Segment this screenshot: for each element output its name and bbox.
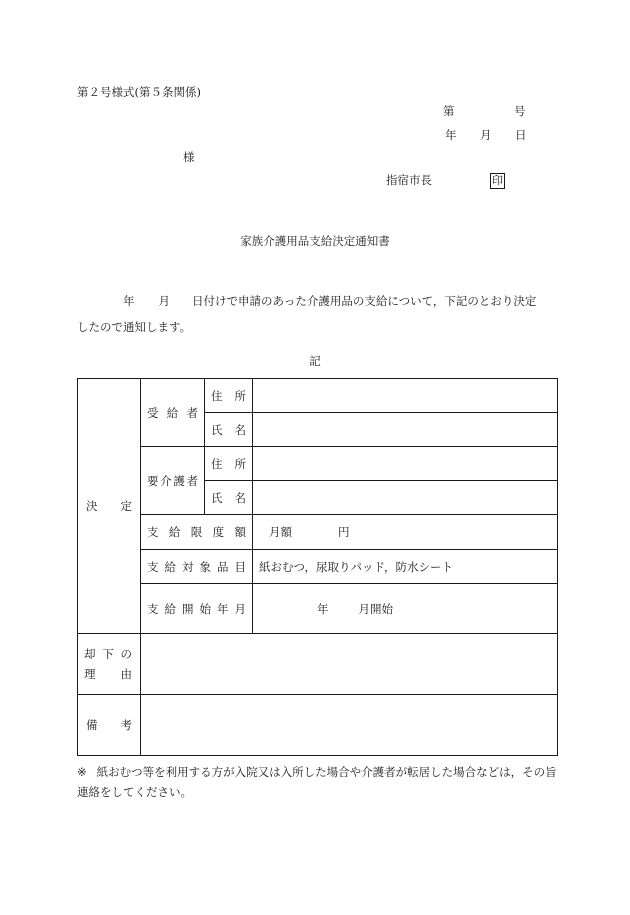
body-year: 年 — [123, 294, 135, 308]
recipient-label-cell: 受 給 者 — [141, 379, 205, 447]
care-receiver-label-cell — [141, 447, 205, 515]
document-title: 家族介護用品支給決定通知書 — [240, 234, 390, 248]
recipient-address-field[interactable] — [253, 379, 558, 413]
decision-label-char-1: 決 — [86, 499, 98, 513]
body-month: 月 — [158, 294, 170, 308]
limit-amount-value[interactable] — [253, 515, 558, 550]
care-receiver-address-label: 住 所 — [205, 447, 253, 481]
document-number-suffix: 号 — [514, 104, 526, 118]
start-date-value[interactable] — [253, 584, 558, 634]
recipient-name-field[interactable] — [253, 413, 558, 447]
rejection-reason-label: 却 下 の 理 由 — [78, 634, 141, 695]
decision-label-cell — [78, 379, 141, 634]
seal-mark: 印 — [492, 174, 503, 187]
rejection-reason-field[interactable] — [141, 634, 558, 695]
footnote — [77, 762, 562, 802]
date-day: 日 — [515, 128, 527, 142]
footnote-text: 紙おむつ等を利用する方が入院又は入所した場合や介護者が転居した場合などは，その旨連絡をしてください。 — [77, 765, 557, 799]
seal-stamp — [490, 173, 505, 189]
recipient-name-label: 氏 名 — [205, 413, 253, 447]
start-year: 年 — [317, 601, 329, 616]
limit-amount-label: 支 給 限 度 額 — [141, 515, 253, 550]
document-number-prefix: 第 — [443, 104, 455, 118]
care-receiver-name-field[interactable] — [253, 481, 558, 515]
body-line1-rest: 日付けで申請のあった介護用品の支給について，下記のとおり決定 — [192, 294, 537, 308]
date-month: 月 — [480, 128, 492, 142]
ki-heading: 記 — [309, 354, 321, 368]
care-receiver-name-label: 氏 名 — [205, 481, 253, 515]
form-reference: 第２号様式(第５条関係) — [77, 85, 201, 99]
start-month-suffix: 月開始 — [358, 601, 393, 616]
items-label: 支 給 対 象 品 目 — [141, 550, 253, 584]
decision-table — [77, 378, 558, 756]
recipient-address-label: 住 所 — [205, 379, 253, 413]
care-receiver-address-field[interactable] — [253, 447, 558, 481]
items-value: 紙おむつ，尿取りパッド，防水シート — [253, 550, 558, 584]
body-paragraph — [77, 288, 557, 340]
body-line-1 — [77, 288, 557, 314]
start-date-label: 支 給 開 始 年 月 — [141, 584, 253, 634]
footnote-mark: ※ — [77, 765, 87, 779]
addressee-suffix: 様 — [183, 150, 195, 164]
remarks-label: 備 考 — [78, 695, 141, 756]
date-year: 年 — [445, 128, 457, 142]
limit-monthly-prefix: 月額 — [269, 525, 292, 539]
decision-label-char-2: 定 — [120, 499, 132, 513]
limit-yen-unit: 円 — [338, 525, 350, 539]
remarks-field[interactable] — [141, 695, 558, 756]
issuer-name: 指宿市長 — [386, 173, 432, 187]
care-receiver-label-text: 要 介 護 者 — [147, 473, 198, 488]
body-line-2: したので通知します。 — [77, 320, 192, 334]
